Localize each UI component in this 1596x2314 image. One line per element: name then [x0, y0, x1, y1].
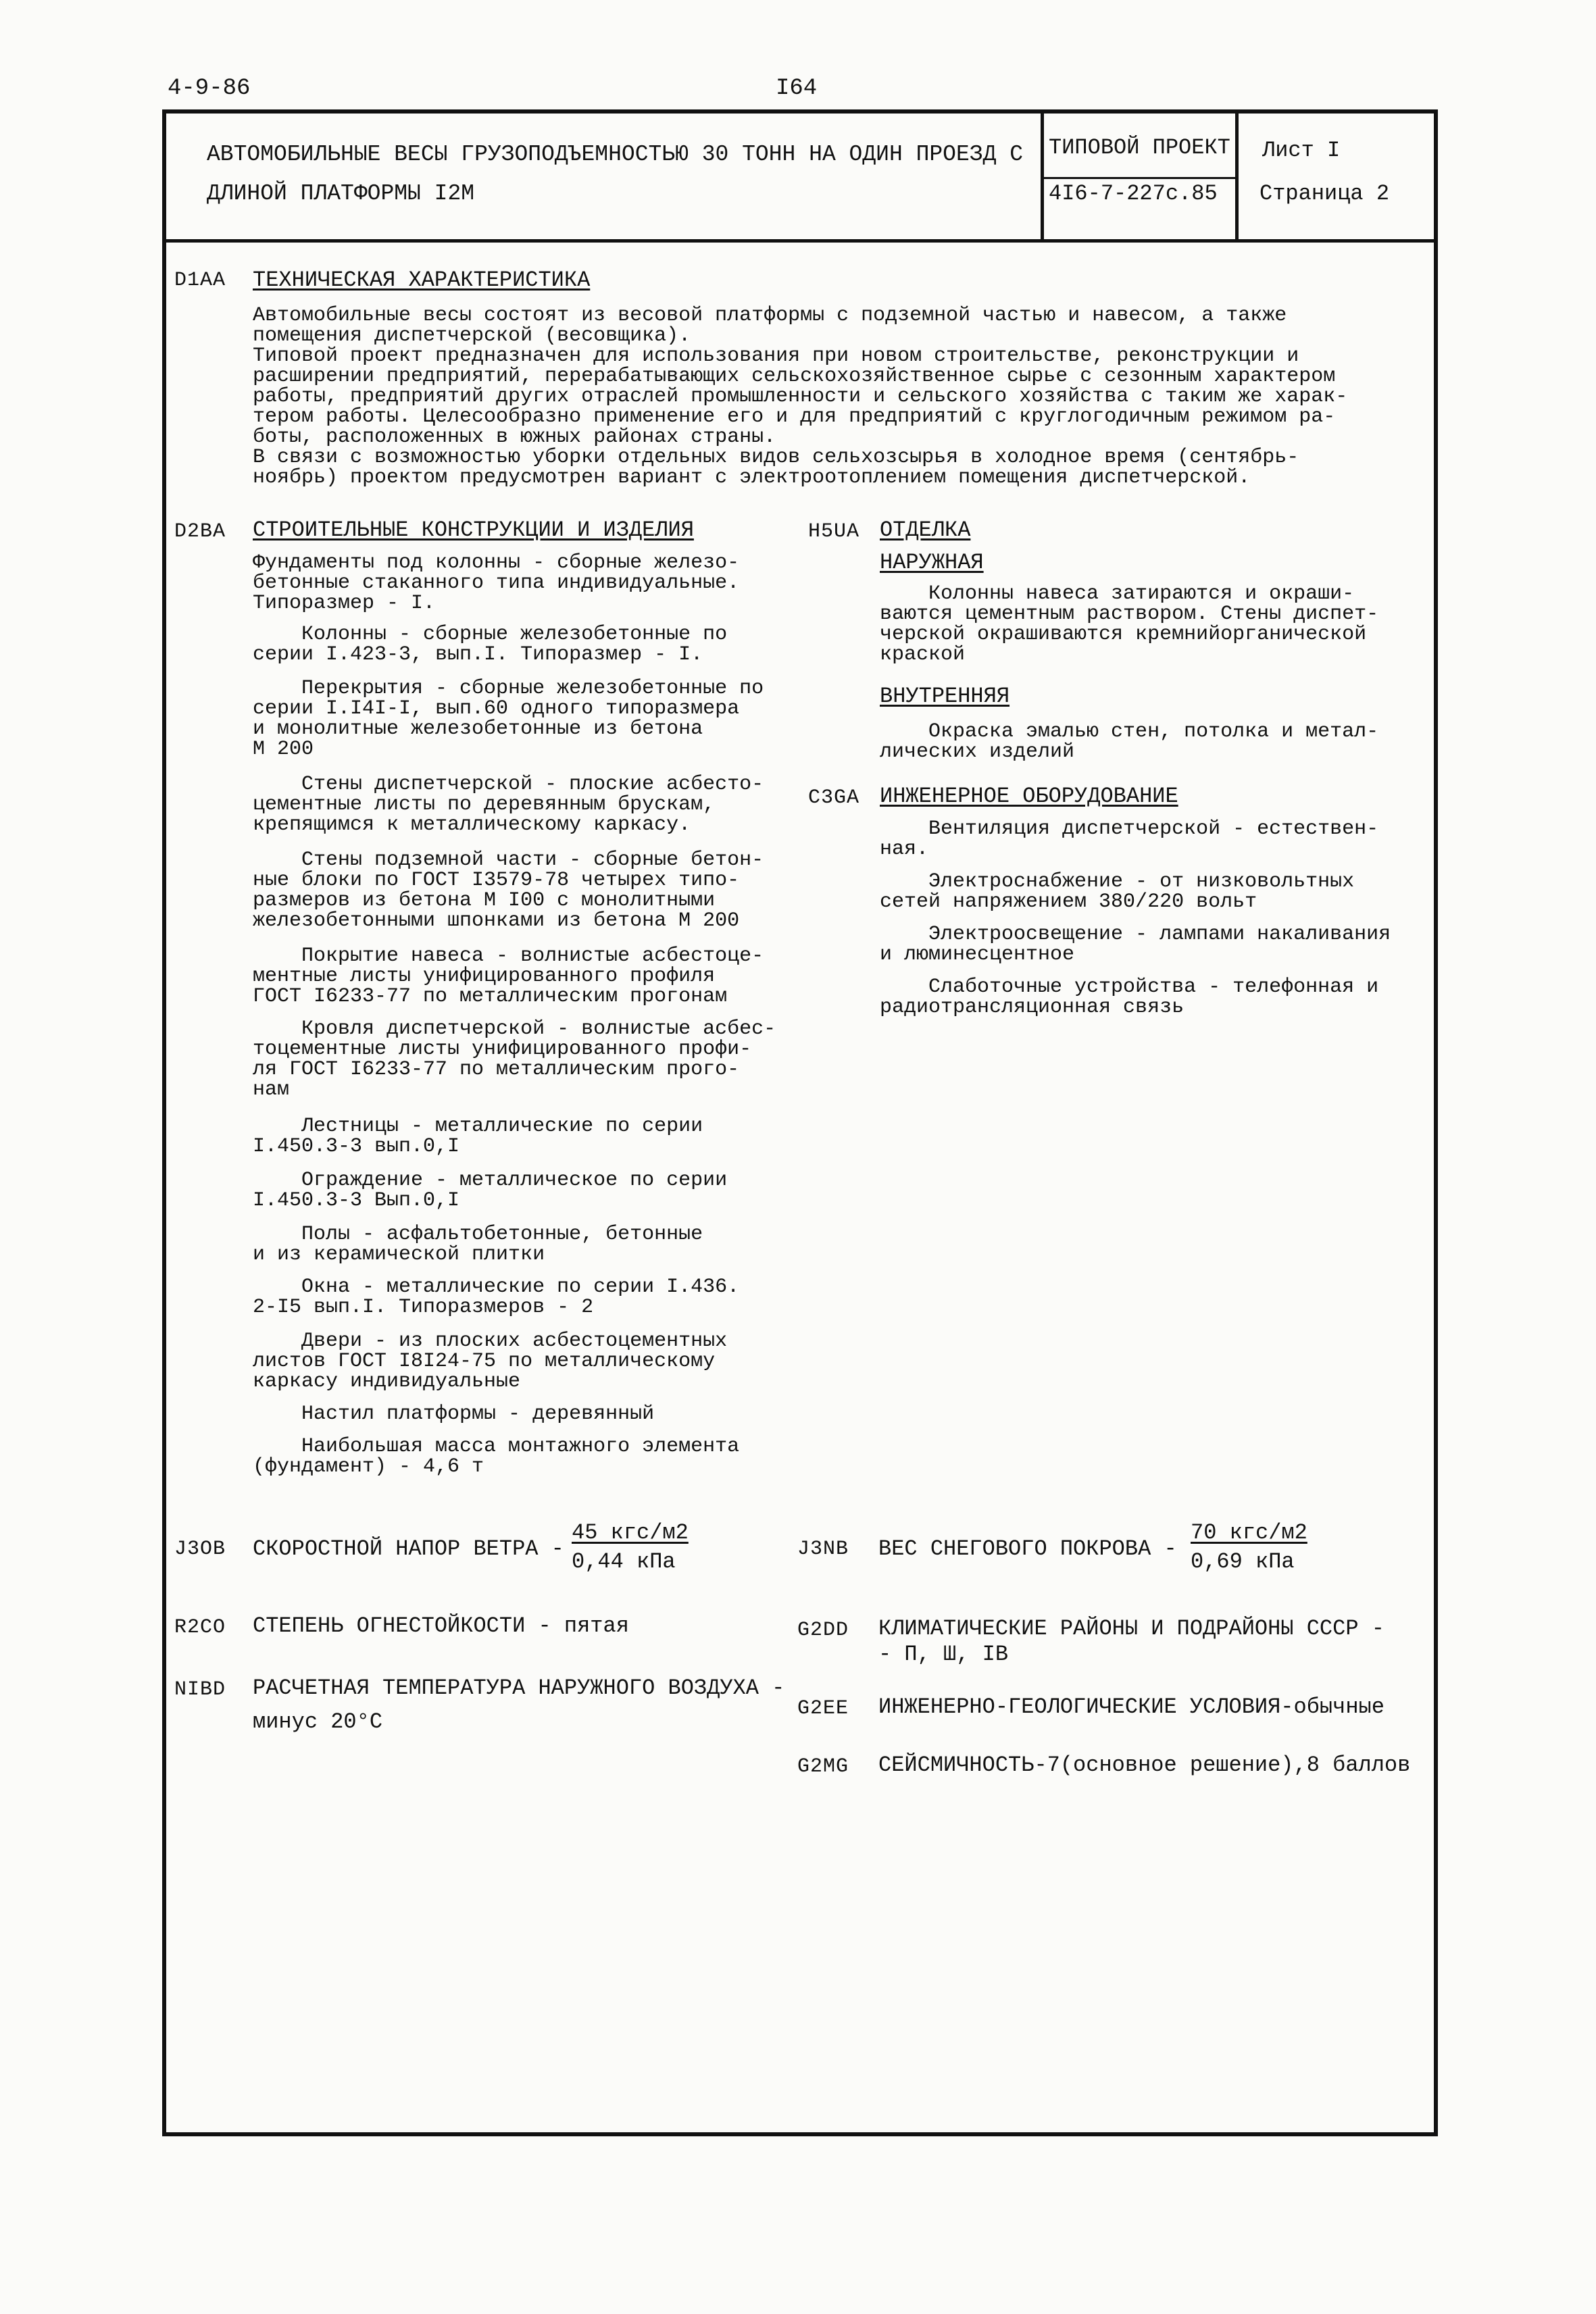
engineering-item: Слаботочные устройства - телефонная и радиотрансляционная связь — [880, 976, 1379, 1019]
construction-item: Фундаменты под колонны - сборные железо- бетонные стаканного типа индивидуальные. Типоразмер - I. — [253, 551, 740, 615]
section-code: D2BA — [174, 520, 226, 543]
construction-item: Окна - металлические по серии I.436. 2-I5 вып.I. Типоразмеров - 2 — [253, 1276, 740, 1319]
sheet-number: Лист I — [1262, 138, 1341, 163]
section-code: R2CO — [174, 1616, 226, 1639]
title-line-2: ДЛИНОЙ ПЛАТФОРМЫ I2М — [207, 181, 475, 206]
engineering-item: Электроснабжение - от низковольтных сетей напряжением 380/220 вольт — [880, 870, 1355, 913]
document-title — [207, 135, 1031, 213]
tech-description: Автомобильные весы состоят из весовой платформы с подземной частью и навесом, а также помещения диспетчерской (весовщика). Типовой проект предназначен для использования при новом строительстве, реконструкции и расширении предприятий, перерабатывающих сельскохозяйственное сырье с сезонным характером работы, предприятий других отраслей промышленности и сельского хозяйства с таким же харак- тером работы. Целесообразно применение его и для предприятий с круглогодичным режимом ра- боты, расположенных в южных районах страны. В связи с возможностью уборки отдельных видов сельхозсырья в холодное время (сентябрь- ноябрь) проектом предусмотрен вариант с электроотоплением помещения диспетчерской. — [253, 304, 1348, 489]
section-code: G2DD — [797, 1619, 849, 1642]
construction-item: Колонны - сборные железобетонные по серии I.423-3, вып.I. Типоразмер - I. — [253, 623, 728, 666]
header-divider-v1 — [1041, 109, 1044, 241]
seismicity: СЕЙСМИЧНОСТЬ-7(основное решение),8 баллов — [878, 1753, 1411, 1778]
climate-regions-line1: КЛИМАТИЧЕСКИЕ РАЙОНЫ И ПОДРАЙОНЫ СССР - — [878, 1616, 1385, 1641]
construction-item: Ограждение - металлическое по серии I.450.3-3 Вып.0,I — [253, 1169, 728, 1212]
wind-pressure-kpa: 0,44 кПа — [572, 1549, 676, 1574]
header-divider-h1 — [1041, 177, 1235, 179]
typical-project-label: ТИПОВОЙ ПРОЕКТ — [1049, 135, 1230, 160]
section-title-tech: ТЕХНИЧЕСКАЯ ХАРАКТЕРИСТИКА — [253, 268, 591, 293]
construction-item: Перекрытия - сборные железобетонные по серии I.I4I-I, вып.60 одного типоразмера и монолитные железобетонные из бетона М 200 — [253, 677, 764, 761]
subsection-title-inner: ВНУТРЕННЯЯ — [880, 684, 1010, 709]
engineering-item: Вентиляция диспетчерской - естествен- ная. — [880, 818, 1379, 861]
section-title-engineering: ИНЖЕНЕРНОЕ ОБОРУДОВАНИЕ — [880, 784, 1178, 809]
finish-outer-text: Колонны навеса затираются и окраши- ваются цементным раствором. Стены диспет- черской окрашиваются кремнийорганической краской — [880, 582, 1379, 666]
section-code: NIBD — [174, 1678, 226, 1701]
construction-item: Наибольшая масса монтажного элемента (фундамент) - 4,6 т — [253, 1435, 740, 1478]
wind-pressure-label: СКОРОСТНОЙ НАПОР ВЕТРА - — [253, 1536, 564, 1561]
snow-load-value — [1191, 1520, 1307, 1574]
construction-item: Стены диспетчерской - плоские асбесто- цементные листы по деревянным брускам, крепящимся к металлическому каркасу. — [253, 773, 764, 836]
construction-item: Двери - из плоских асбестоцементных листов ГОСТ I8I24-75 по металлическому каркасу индивидуальные — [253, 1330, 728, 1393]
engineering-item: Электроосвещение - лампами накаливания и люминесцентное — [880, 923, 1391, 966]
snow-load-label: ВЕС СНЕГОВОГО ПОКРОВА - — [878, 1536, 1177, 1561]
construction-item: Покрытие навеса - волнистые асбестоце- ментные листы унифицированного профиля ГОСТ I6233-77 по металлическим прогонам — [253, 945, 764, 1008]
title-line-1: АВТОМОБИЛЬНЫЕ ВЕСЫ ГРУЗОПОДЪЕМНОСТЬЮ 30 ТОНН НА ОДИН ПРОЕЗД С — [207, 142, 1023, 167]
subsection-title-outer: НАРУЖНАЯ — [880, 550, 984, 575]
section-code: C3GA — [808, 786, 860, 809]
geological-conditions: ИНЖЕНЕРНО-ГЕОЛОГИЧЕСКИЕ УСЛОВИЯ-обычные — [878, 1694, 1385, 1719]
construction-item: Кровля диспетчерской - волнистые асбес- тоцементные листы унифицированного профи- ля ГОСТ I6233-77 по металлическим прого- нам — [253, 1017, 776, 1101]
page-number: I64 — [776, 76, 818, 101]
section-code: D1AA — [174, 269, 226, 292]
construction-item: Настил платформы - деревянный — [253, 1403, 655, 1426]
header-divider — [162, 239, 1438, 243]
section-code: J3OB — [174, 1538, 226, 1561]
finish-inner-text: Окраска эмалью стен, потолка и метал- лических изделий — [880, 720, 1379, 763]
document-date: 4-9-86 — [168, 76, 251, 101]
snow-load-kgs: 70 кгс/м2 — [1191, 1520, 1307, 1545]
typical-project-number: 4I6-7-227с.85 — [1049, 181, 1218, 206]
section-title-finish: ОТДЕЛКА — [880, 518, 971, 543]
section-code: H5UA — [808, 520, 860, 543]
section-code: G2EE — [797, 1697, 849, 1720]
construction-item: Лестницы - металлические по серии I.450.3-3 вып.0,I — [253, 1115, 703, 1158]
wind-pressure-value — [572, 1520, 689, 1574]
header-divider-v2 — [1235, 109, 1239, 241]
construction-item: Стены подземной части - сборные бетон- ные блоки по ГОСТ I3579-78 четырех типо- размеров из бетона М I00 с монолитными железобетонными шпонками из бетона М 200 — [253, 849, 764, 932]
wind-pressure-kgs: 45 кгс/м2 — [572, 1520, 689, 1545]
construction-item: Полы - асфальтобетонные, бетонные и из керамической плитки — [253, 1223, 703, 1266]
climate-regions-line2: - П, Ш, IВ — [878, 1642, 1009, 1667]
section-title-constructions: СТРОИТЕЛЬНЫЕ КОНСТРУКЦИИ И ИЗДЕЛИЯ — [253, 518, 694, 543]
section-code: J3NB — [797, 1538, 849, 1561]
design-temperature-line2: минус 20°С — [253, 1709, 383, 1734]
snow-load-kpa: 0,69 кПа — [1191, 1549, 1295, 1574]
fire-resistance: СТЕПЕНЬ ОГНЕСТОЙКОСТИ - пятая — [253, 1613, 629, 1638]
section-code: G2MG — [797, 1755, 849, 1778]
design-temperature-line1: РАСЧЕТНАЯ ТЕМПЕРАТУРА НАРУЖНОГО ВОЗДУХА - — [253, 1676, 785, 1701]
sheet-page: Страница 2 — [1260, 181, 1390, 206]
